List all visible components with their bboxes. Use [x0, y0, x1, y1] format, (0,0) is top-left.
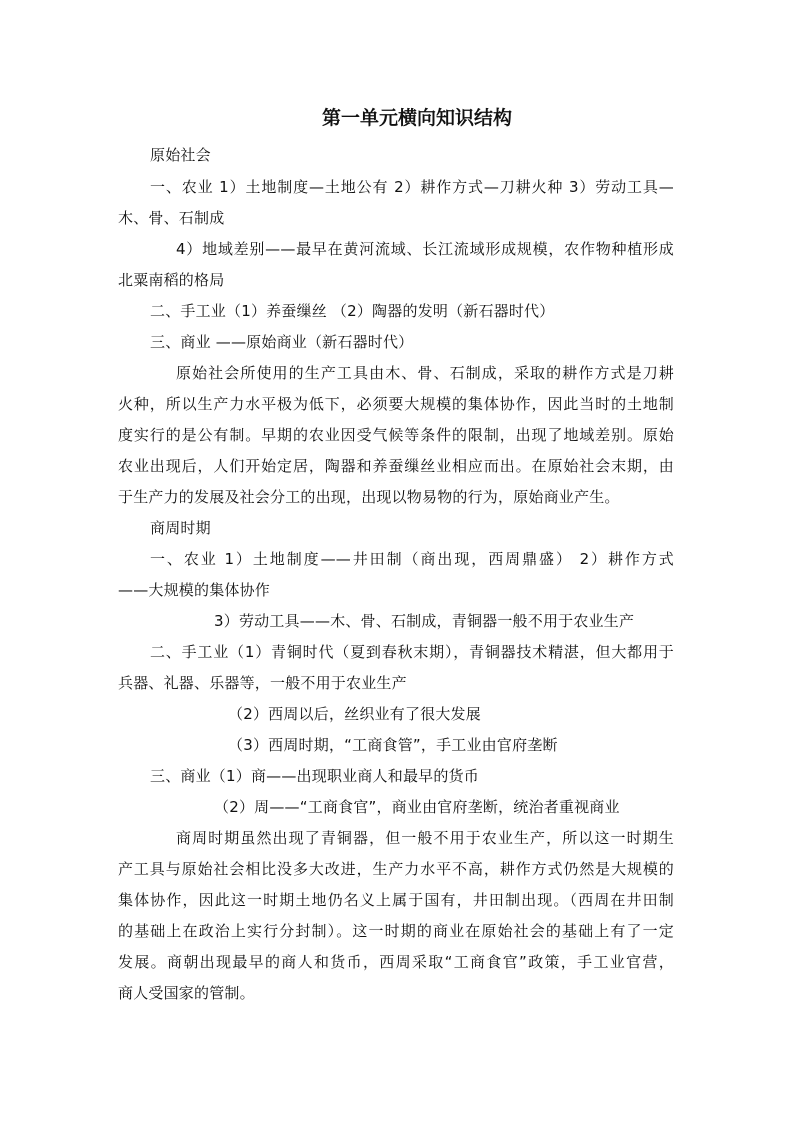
primitive-paragraph-line-5: 于生产力的发展及社会分工的出现，出现以物易物的行为，原始商业产生。 [118, 488, 620, 506]
primitive-paragraph-line-3: 度实行的是公有制。早期的农业因受气候等条件的限制，出现了地域差别。原始 [118, 426, 674, 444]
primitive-agriculture-line-3: 4）地域差别——最早在黄河流域、长江流域形成规模，农作物种植形成 [176, 240, 674, 258]
shangzhou-paragraph-line-5: 发展。商朝出现最早的商人和货币，西周采取“工商食官”政策，手工业官营， [118, 953, 674, 971]
shangzhou-paragraph-line-1: 商周时期虽然出现了青铜器，但一般不用于农业生产，所以这一时期生 [176, 829, 674, 847]
shangzhou-handicraft-line-1: 二、手工业（1）青铜时代（夏到春秋末期），青铜器技术精湛，但大都用于 [150, 643, 674, 661]
shangzhou-paragraph-line-2: 产工具与原始社会相比没多大改进，生产力水平不高，耕作方式仍然是大规模的 [118, 860, 674, 878]
primitive-paragraph-line-4: 农业出现后，人们开始定居，陶器和养蚕缫丝业相应而出。在原始社会末期，由 [118, 457, 674, 475]
shangzhou-paragraph-line-4: 的基础上在政治上实行分封制）。这一时期的商业在原始社会的基础上有了一定 [118, 922, 674, 940]
shangzhou-handicraft-line-3: （2）西周以后，丝织业有了很大发展 [228, 705, 481, 723]
shangzhou-handicraft-line-2: 兵器、礼器、乐器等，一般不用于农业生产 [118, 674, 407, 692]
shangzhou-agriculture-line-3: 3）劳动工具——木、骨、石制成，青铜器一般不用于农业生产 [214, 612, 635, 630]
shangzhou-paragraph-line-6: 商人受国家的管制。 [118, 984, 255, 1002]
shangzhou-paragraph-line-3: 集体协作，因此这一时期土地仍名义上属于国有，井田制出现。（西周在井田制 [118, 891, 674, 909]
shangzhou-agriculture-line-2: ——大规模的集体协作 [118, 581, 271, 599]
section-heading-shang-zhou: 商周时期 [150, 519, 211, 537]
primitive-paragraph-line-2: 火种，所以生产力水平极为低下，必须要大规模的集体协作，因此当时的土地制 [118, 395, 674, 413]
section-heading-primitive: 原始社会 [150, 146, 211, 164]
page-title: 第一单元横向知识结构 [321, 107, 512, 129]
primitive-agriculture-line-4: 北粟南稻的格局 [118, 271, 225, 289]
shangzhou-agriculture-line-1: 一、农业 1）土地制度——井田制（商出现，西周鼎盛） 2）耕作方式 [150, 550, 674, 568]
shangzhou-commerce-line-2: （2）周——“工商食官”，商业由官府垄断，统治者重视商业 [214, 798, 620, 816]
primitive-handicraft-line: 二、手工业（1）养蚕缫丝 （2）陶器的发明（新石器时代） [150, 302, 555, 320]
primitive-agriculture-line-2: 木、骨、石制成 [118, 209, 225, 227]
primitive-paragraph-line-1: 原始社会所使用的生产工具由木、骨、石制成，采取的耕作方式是刀耕 [176, 364, 674, 382]
primitive-commerce-line: 三、商业 ——原始商业（新石器时代） [150, 333, 414, 351]
shangzhou-commerce-line-1: 三、商业（1）商——出现职业商人和最早的货币 [150, 767, 479, 785]
shangzhou-handicraft-line-4: （3）西周时期，“工商食管”，手工业由官府垄断 [228, 736, 558, 754]
primitive-agriculture-line-1: 一、农业 1）土地制度—土地公有 2）耕作方式—刀耕火种 3）劳动工具— [150, 178, 674, 196]
